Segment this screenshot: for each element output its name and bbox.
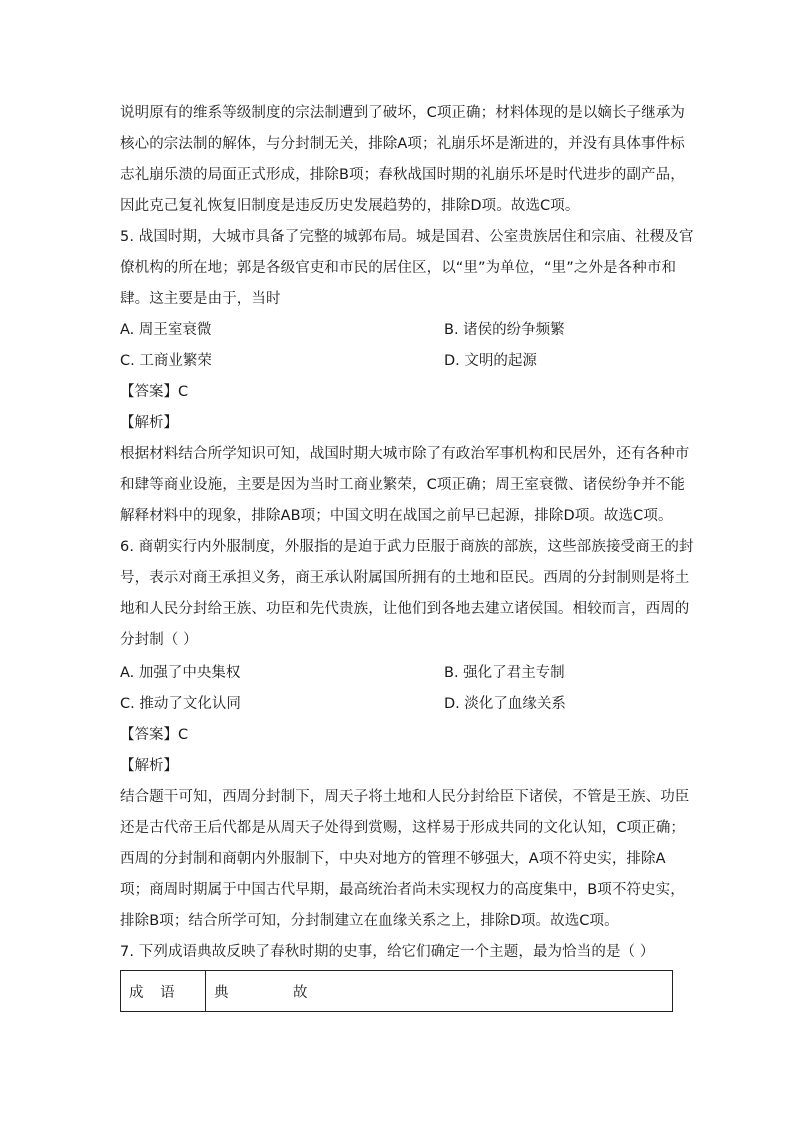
question-6-stem: 分封制（ ） xyxy=(120,632,198,648)
question-6-stem: 6. 商朝实行内外服制度，外服指的是迫于武力臣服于商族的部族，这些部族接受商王的封 xyxy=(120,539,694,555)
idiom-table xyxy=(120,970,673,1012)
q6-analysis-line: 结合题干可知，西周分封制下，周天子将土地和人民分封给臣下诸侯，不管是王族、功臣 xyxy=(120,789,690,805)
q6-option-a: A. 加强了中央集权 xyxy=(120,665,241,681)
q5-option-a: A. 周王室衰微 xyxy=(120,322,212,338)
question-7-stem: 7. 下列成语典故反映了春秋时期的史事，给它们确定一个主题，最为恰当的是（ ） xyxy=(120,944,655,960)
text-line: 志礼崩乐溃的局面正式形成，排除B项；春秋战国时期的礼崩乐坏是时代进步的副产品， xyxy=(120,167,685,183)
question-5-stem: 肆。这主要是由于，当时 xyxy=(120,291,281,307)
q5-analysis-line: 和肆等商业设施，主要是因为当时工商业繁荣，C项正确；周王室衰微、诸侯纷争并不能 xyxy=(120,477,686,493)
text-line: 因此克己复礼恢复旧制度是违反历史发展趋势的，排除D项。故选C项。 xyxy=(120,198,580,214)
question-5-stem: 5. 战国时期，大城市具备了完整的城郭布局。城是国君、公室贵族居住和宗庙、社稷及官 xyxy=(120,229,694,245)
text-line: 核心的宗法制的解体，与分封制无关，排除A项；礼崩乐坏是渐进的，并没有具体事件标 xyxy=(120,136,685,152)
q6-analysis-label: 【解析】 xyxy=(120,758,178,774)
q6-option-b: B. 强化了君主专制 xyxy=(444,665,565,681)
q5-option-b: B. 诸侯的纷争频繁 xyxy=(444,322,565,338)
q5-option-c: C. 工商业繁荣 xyxy=(120,353,212,369)
question-6-stem: 号，表示对商王承担义务，商王承认附属国所拥有的土地和臣民。西周的分封制则是将土 xyxy=(120,570,690,586)
q6-analysis-line: 还是古代帝王后代都是从周天子处得到赏赐，这样易于形成共同的文化认知，C项正确； xyxy=(120,820,686,836)
q6-answer: 【答案】C xyxy=(120,727,189,743)
question-6-stem: 地和人民分封给王族、功臣和先代贵族，让他们到各地去建立诸侯国。相较而言，西周的 xyxy=(120,601,690,617)
q5-analysis-line: 解释材料中的现象，排除AB项；中国文明在战国之前早已起源，排除D项。故选C项。 xyxy=(120,508,673,524)
q6-analysis-line: 项；商周时期属于中国古代早期，最高统治者尚未实现权力的高度集中，B项不符史实， xyxy=(120,882,685,898)
q5-analysis-line: 根据材料结合所学知识可知，战国时期大城市除了有政治军事机构和民居外，还有各种市 xyxy=(120,446,690,462)
q5-analysis-label: 【解析】 xyxy=(120,415,178,431)
q5-answer: 【答案】C xyxy=(120,384,189,400)
q6-analysis-line: 西周的分封制和商朝内外服制下，中央对地方的管理不够强大，A项不符史实，排除A xyxy=(120,851,666,867)
table-header-row xyxy=(121,971,673,1012)
q5-option-d: D. 文明的起源 xyxy=(444,353,537,369)
question-5-stem: 僚机构的所在地；郭是各级官吏和市民的居住区，以“里”为单位，“里”之外是各种市和 xyxy=(120,260,677,276)
text-line: 说明原有的维系等级制度的宗法制遭到了破坏，C项正确；材料体现的是以嫡长子继承为 xyxy=(120,105,686,121)
q6-analysis-line: 排除B项；结合所学可知，分封制建立在血缘关系之上，排除D项。故选C项。 xyxy=(120,913,619,929)
table-header-story: 典 故 xyxy=(206,971,673,1012)
q6-option-c: C. 推动了文化认同 xyxy=(120,696,241,712)
q6-option-d: D. 淡化了血缘关系 xyxy=(444,696,566,712)
table-header-idiom: 成 语 xyxy=(121,971,206,1012)
